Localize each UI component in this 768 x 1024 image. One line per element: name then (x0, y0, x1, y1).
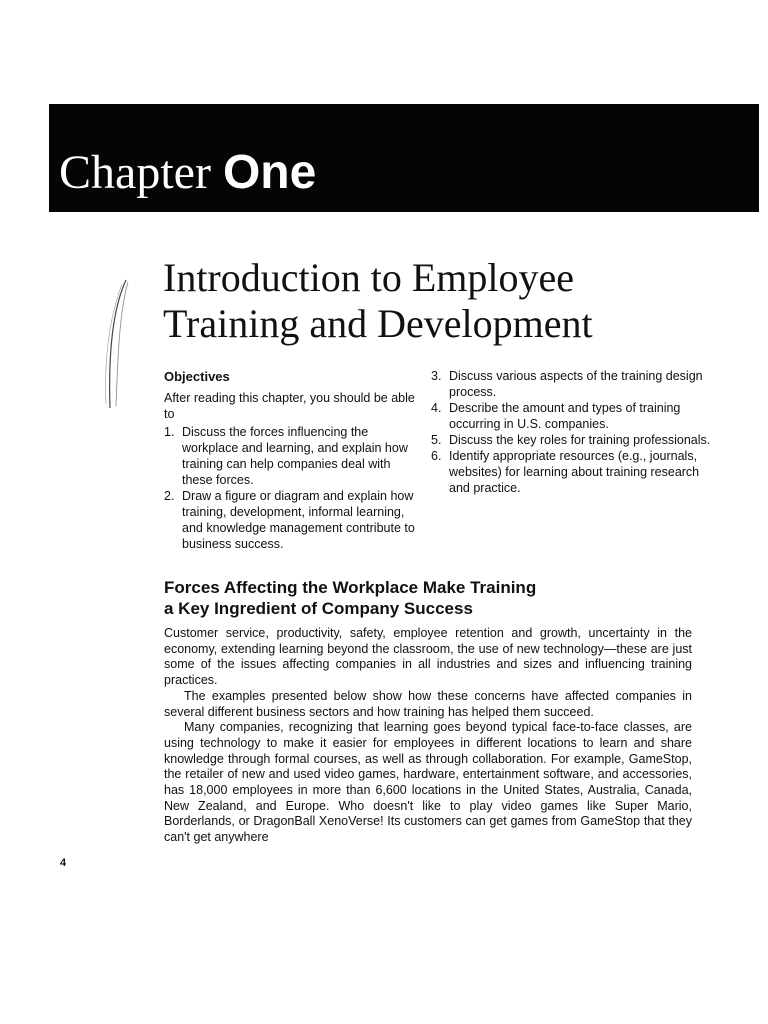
objective-text: Discuss the forces influencing the workplace and learning, and explain how training can help companies deal with these forces. (182, 425, 408, 487)
objectives-right-column (431, 368, 721, 496)
chapter-title-line-2: Training and Development (163, 301, 593, 346)
objectives-intro: After reading this chapter, you should be able to (164, 391, 415, 421)
objective-item (164, 488, 422, 552)
objective-number: 4. (431, 401, 442, 415)
body-paragraph: Customer service, productivity, safety, employee retention and growth, uncertainty in the economy, extending learning beyond the classroom, the use of new technology—these are just some of the issues affecting companies in all industries and sizes and influencing training practices. (164, 626, 692, 688)
chapter-title-line-1: Introduction to Employee (163, 255, 575, 300)
chapter-label (59, 144, 316, 202)
objective-number: 5. (431, 433, 442, 447)
objectives-left-column (164, 369, 422, 552)
binding-decoration (100, 276, 136, 412)
objective-item (431, 448, 721, 496)
objectives-list-right (431, 368, 721, 496)
objective-number: 6. (431, 449, 442, 463)
body-paragraph: Many companies, recognizing that learning goes beyond typical face-to-face classes, are using technology to make it easier for employees in different locations to learn and share knowledge through formal courses, as well as through collaboration. For example, GameStop, the retailer of new and used video games, hardware, entertainment software, and accessories, has 18,000 employees in more than 6,600 locations in the United States, Australia, Canada, New Zealand, and Europe. Who doesn't like to play video games like Super Mario, Borderlands, or DragonBall XenoVerse! Its customers can get games from GameStop that they can't get anywhere (164, 720, 692, 845)
chapter-banner (49, 104, 759, 212)
objective-text: Discuss the key roles for training professionals. (449, 433, 711, 447)
objective-number: 3. (431, 369, 442, 383)
chapter-word: Chapter (59, 146, 211, 199)
objective-text: Identify appropriate resources (e.g., journals, websites) for learning about training research and practice. (449, 449, 700, 495)
objective-item (431, 432, 721, 448)
objective-text: Discuss various aspects of the training design process. (449, 369, 703, 399)
chapter-number: One (222, 146, 317, 199)
objective-text: Draw a figure or diagram and explain how training, development, informal learning, and knowledge management contribute to business success. (182, 489, 415, 551)
section-heading (164, 577, 704, 619)
page-number: 4 (60, 857, 67, 869)
body-text (164, 626, 692, 846)
objective-item (431, 368, 721, 400)
objective-item (164, 424, 422, 488)
body-paragraph: The examples presented below show how these concerns have affected companies in several different business sectors and how training has helped them succeed. (164, 688, 692, 719)
section-heading-line-2: a Key Ingredient of Company Success (164, 599, 473, 618)
chapter-title (163, 255, 743, 347)
objectives-list-left (164, 424, 422, 552)
objective-number: 2. (164, 489, 175, 503)
objectives-heading: Objectives (164, 369, 230, 384)
objective-text: Describe the amount and types of training occurring in U.S. companies. (449, 401, 681, 431)
objective-item (431, 400, 721, 432)
objective-number: 1. (164, 425, 175, 439)
section-heading-line-1: Forces Affecting the Workplace Make Training (164, 578, 537, 597)
